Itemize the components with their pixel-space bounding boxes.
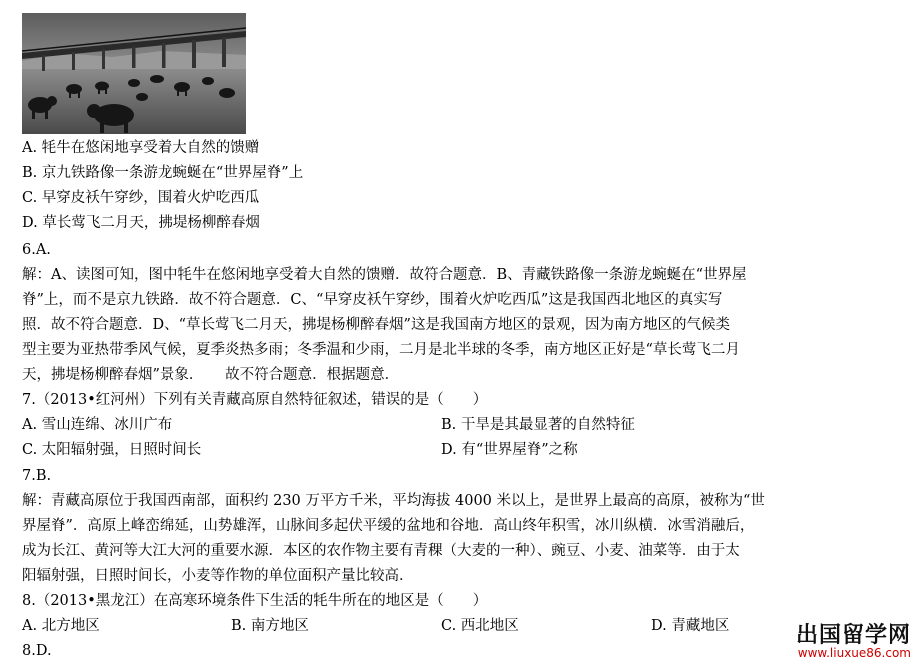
q7-explanation-line: 解：青藏高原位于我国西南部，面积约 230 万平方千米，平均海拔 4000 米以上，是世界上最高的高原，被称为“世 — [22, 493, 765, 509]
q7-option-a: A. 雪山连绵、冰川广布 — [22, 417, 173, 433]
q6-explanation-line: 型主要为亚热带季风气候，夏季炎热多雨；冬季温和少雨，二月是北半球的冬季，南方地区正好是“草长莺飞二月 — [22, 342, 740, 358]
q8-option-c: C. 西北地区 — [441, 618, 519, 634]
q6-option-c: C. 早穿皮袄午穿纱，围着火炉吃西瓜 — [22, 190, 260, 206]
site-watermark — [796, 618, 911, 660]
q7-explanation-line: 阳辐射强，日照时间长，小麦等作物的单位面积产量比较高． — [22, 568, 414, 584]
q6-explanation-line: 照．故不符合题意．D、“草长莺飞二月天，拂堤杨柳醉春烟”这是我国南方地区的景观，因为南方地区的气候类 — [22, 317, 730, 333]
watermark-text: 出国留学网 — [795, 623, 911, 648]
q8-answer: 8.D. — [22, 643, 52, 659]
q6-option-b: B. 京九铁路像一条游龙蜿蜒在“世界屋脊”上 — [22, 165, 304, 181]
q7-stem: 7.（2013•红河州）下列有关青藏高原自然特征叙述，错误的是（ ） — [22, 392, 488, 408]
q8-option-d: D. 青藏地区 — [651, 618, 730, 634]
watermark-url: www.liuxue86.com — [797, 646, 911, 660]
q7-explanation-line: 成为长江、黄河等大江大河的重要水源．本区的农作物主要有青稞（大麦的一种）、豌豆、小麦、油菜等．由于太 — [22, 543, 740, 559]
q6-option-d: D. 草长莺飞二月天，拂堤杨柳醉春烟 — [22, 215, 260, 231]
q6-explanation-line: 天，拂堤杨柳醉春烟”景象． 故不符合题意．根据题意． — [22, 367, 400, 383]
q6-explanation-line: 脊”上，而不是京九铁路．故不符合题意．C、“早穿皮袄午穿纱，围着火炉吃西瓜”这是我国西北地区的真实写 — [22, 292, 723, 308]
q8-stem: 8.（2013•黑龙江）在高寒环境条件下生活的牦牛所在的地区是（ ） — [22, 593, 488, 609]
q7-answer: 7.B. — [22, 468, 52, 484]
q6-explanation-line: 解：A、读图可知，图中牦牛在悠闲地享受着大自然的馈赠．故符合题意．B、青藏铁路像一条游龙蜿蜒在“世界屋 — [22, 267, 747, 283]
q6-answer: 6.A. — [22, 242, 51, 258]
yak-railway-photo — [22, 13, 246, 134]
q7-option-b: B. 干旱是其最显著的自然特征 — [441, 417, 635, 433]
q7-option-d: D. 有“世界屋脊”之称 — [441, 442, 578, 458]
q8-option-b: B. 南方地区 — [231, 618, 309, 634]
q7-option-c: C. 太阳辐射强，日照时间长 — [22, 442, 202, 458]
q6-option-a: A. 牦牛在悠闲地享受着大自然的馈赠 — [22, 140, 260, 156]
q7-explanation-line: 界屋脊”．高原上峰峦绵延，山势雄浑，山脉间多起伏平缓的盆地和谷地．高山终年积雪，冰川纵横．冰雪消融后， — [22, 518, 755, 534]
q8-option-a: A. 北方地区 — [22, 618, 100, 634]
